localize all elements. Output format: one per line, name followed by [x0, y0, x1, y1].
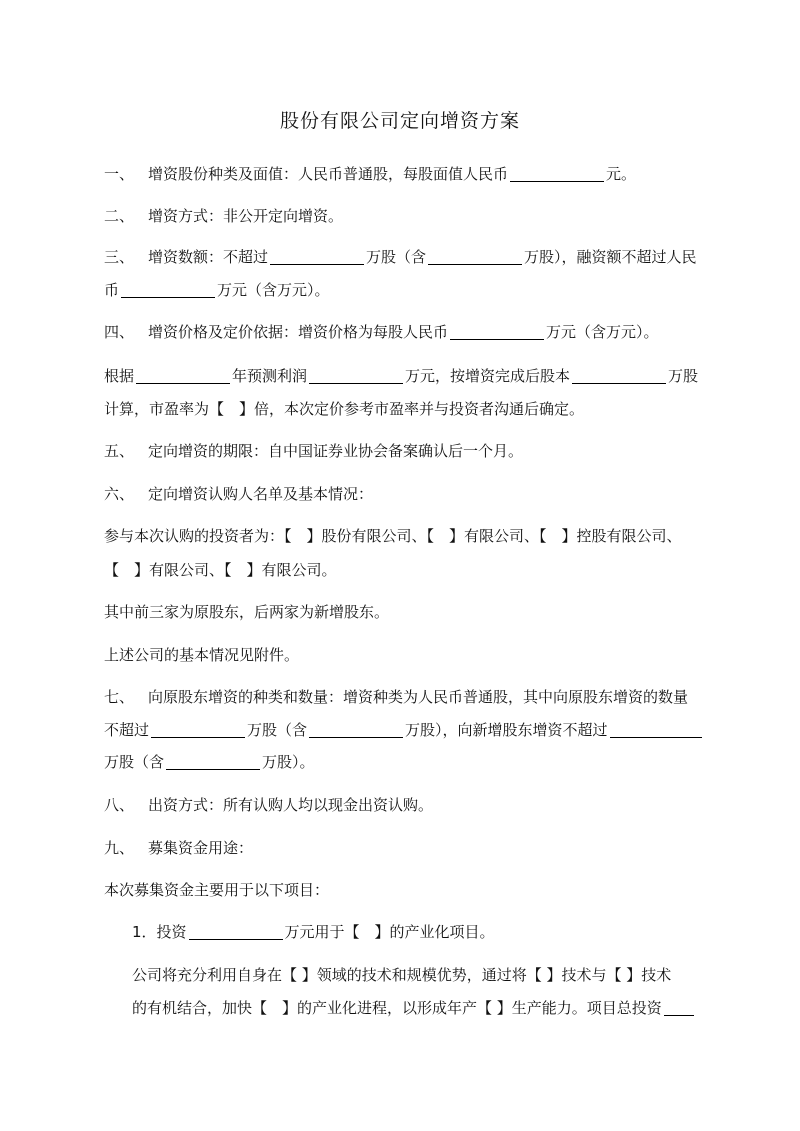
section-text: 万股（含	[247, 721, 308, 739]
project-desc-line-2	[132, 998, 772, 1018]
section-text: 万元（含万元）。	[217, 281, 330, 299]
blank-field[interactable]	[610, 721, 702, 738]
blank-field[interactable]	[309, 721, 403, 738]
section-text: 万股（含	[366, 248, 427, 266]
section-3-line-2	[104, 280, 744, 300]
section-text: 万股），向新增股东增资不超过	[405, 721, 608, 739]
document-title: 股份有限公司定向增资方案	[279, 110, 520, 132]
section-text: 元。	[606, 165, 637, 183]
section-text: 募集资金用途：	[148, 839, 254, 857]
section-number: 七、	[104, 688, 135, 706]
blank-field[interactable]	[270, 248, 364, 265]
section-number: 一、	[104, 165, 135, 183]
section-text: 向原股东增资的种类和数量：增资种类为人民币普通股，其中向原股东增资的数量	[148, 688, 689, 706]
section-text: 定向增资认购人名单及基本情况：	[148, 485, 374, 503]
section-number: 六、	[104, 485, 135, 503]
section-6	[104, 484, 744, 504]
section-1	[104, 164, 744, 184]
section-number: 五、	[104, 442, 135, 460]
section-8	[104, 795, 744, 815]
section-text: 不超过	[104, 721, 150, 739]
section-text: 1．投资	[132, 923, 187, 941]
section-text: 增资数额：不超过	[148, 248, 269, 266]
project-desc-line-1: 公司将充分利用自身在【 】领域的技术和规模优势，通过将【 】技术与【 】技术	[132, 966, 672, 984]
project-item-1	[132, 922, 772, 942]
blank-field[interactable]	[572, 367, 666, 384]
section-text: 增资方式：非公开定向增资。	[148, 207, 344, 225]
investor-list-line-1: 参与本次认购的投资者为：【 】股份有限公司、【 】有限公司、【 】控股有限公司、	[104, 527, 682, 545]
section-number: 八、	[104, 796, 135, 814]
blank-field[interactable]	[151, 721, 245, 738]
section-2	[104, 206, 744, 226]
blank-field[interactable]	[121, 281, 215, 298]
section-text: 万元，按增资完成后股本	[405, 367, 571, 385]
section-7-line-3	[104, 752, 744, 772]
section-text: 万股），融资额不超过人民	[524, 248, 697, 266]
section-5	[104, 441, 744, 461]
section-7-line-2	[104, 720, 744, 740]
section-4-line-3: 计算，市盈率为【 】倍，本次定价参考市盈率并与投资者沟通后确定。	[104, 400, 585, 418]
section-text: 的有机结合，加快【 】的产业化进程，以形成年产【 】生产能力。项目总投资	[132, 999, 662, 1017]
blank-field[interactable]	[136, 367, 230, 384]
section-text: 增资股份种类及面值：人民币普通股，每股面值人民币	[148, 165, 509, 183]
section-text: 增资价格及定价依据：增资价格为每股人民币	[148, 323, 449, 341]
blank-field[interactable]	[510, 165, 604, 182]
blank-field[interactable]	[450, 323, 544, 340]
blank-field[interactable]	[189, 923, 283, 940]
section-text: 出资方式：所有认购人均以现金出资认购。	[148, 796, 434, 814]
section-text: 万股）。	[262, 753, 315, 771]
section-text: 年预测利润	[232, 367, 308, 385]
section-text: 定向增资的期限：自中国证券业协会备案确认后一个月。	[148, 442, 524, 460]
blank-field[interactable]	[309, 367, 403, 384]
section-number: 九、	[104, 839, 135, 857]
blank-field[interactable]	[428, 248, 522, 265]
investor-note: 其中前三家为原股东，后两家为新增股东。	[104, 603, 390, 621]
blank-field[interactable]	[664, 999, 694, 1016]
blank-field[interactable]	[166, 753, 260, 770]
section-text: 万股（含	[104, 753, 165, 771]
section-text: 万元（含万元）。	[546, 323, 659, 341]
section-text: 根据	[104, 367, 135, 385]
section-text: 万股	[668, 367, 699, 385]
section-9	[104, 838, 744, 858]
section-7	[104, 687, 744, 707]
section-4	[104, 322, 744, 342]
section-number: 四、	[104, 323, 135, 341]
section-4-line-2	[104, 366, 744, 386]
section-number: 二、	[104, 207, 135, 225]
investor-list-line-2: 【 】有限公司、【 】有限公司。	[104, 561, 337, 579]
section-text: 万元用于【 】的产业化项目。	[284, 923, 495, 941]
section-3	[104, 247, 744, 267]
funds-intro: 本次募集资金主要用于以下项目：	[104, 881, 330, 899]
section-text: 币	[104, 281, 120, 299]
appendix-note: 上述公司的基本情况见附件。	[104, 646, 300, 664]
section-number: 三、	[104, 248, 135, 266]
